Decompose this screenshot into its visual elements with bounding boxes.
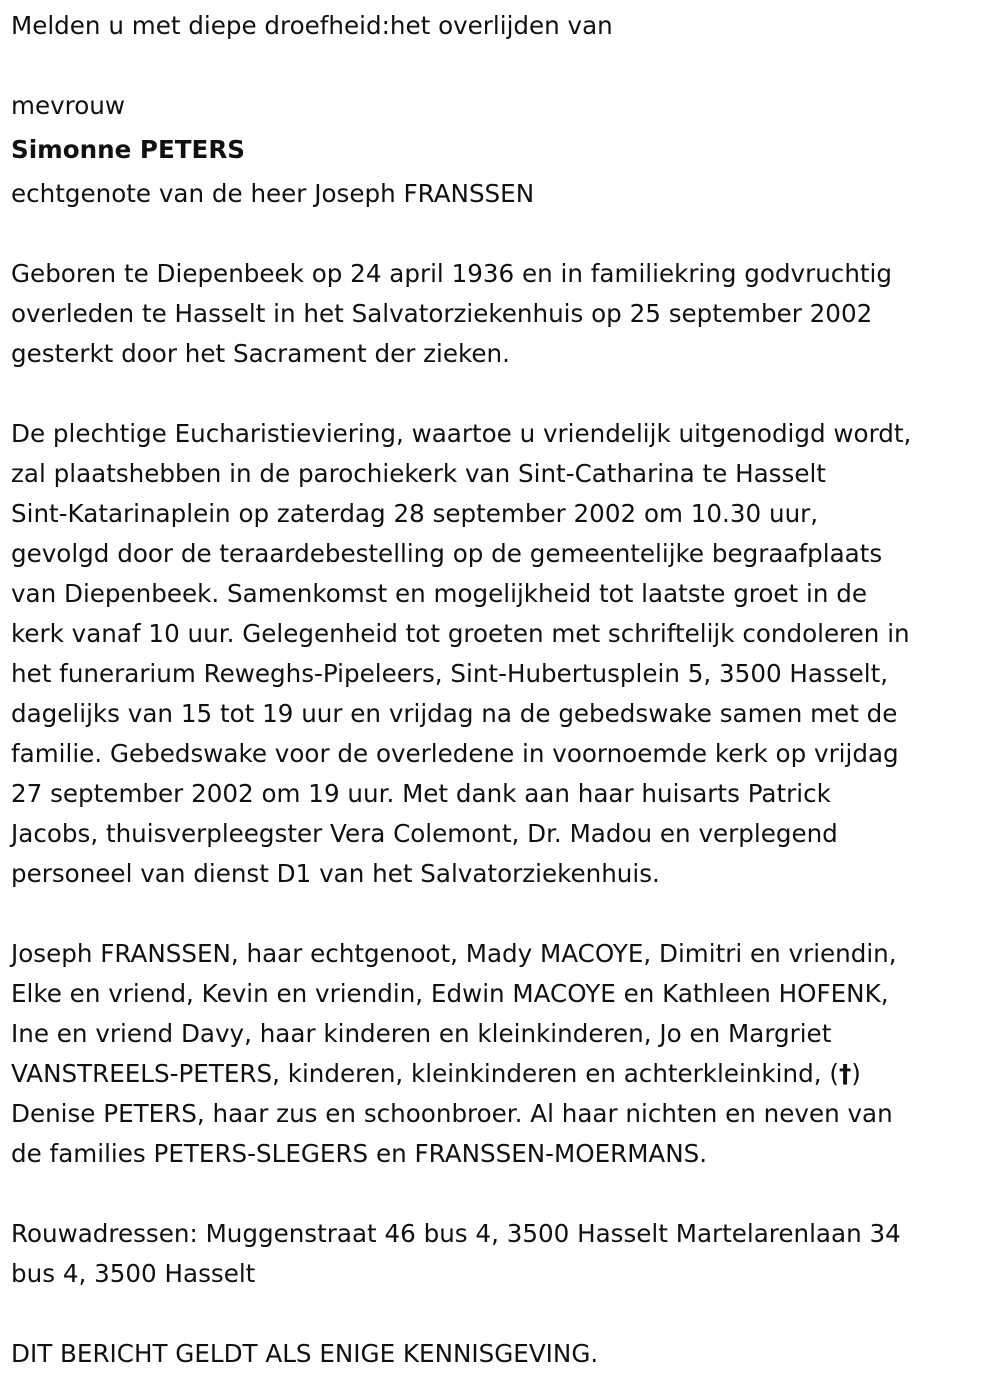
paragraph-line: De plechtige Eucharistieviering, waartoe u vriendelijk uitgenodigd wordt, — [11, 419, 912, 448]
paragraph-line: Joseph FRANSSEN, haar echtgenoot, Mady MACOYE, Dimitri en vriendin, — [11, 939, 897, 968]
paragraph-line: gesterkt door het Sacrament der zieken. — [11, 339, 510, 368]
paragraph-line: het funerarium Reweghs-Pipeleers, Sint-Hubertusplein 5, 3500 Hasselt, — [11, 659, 889, 688]
paragraph-line: Geboren te Diepenbeek op 24 april 1936 en in familiekring godvruchtig — [11, 259, 892, 288]
paragraph-line: Rouwadressen: Muggenstraat 46 bus 4, 3500 Hasselt Martelarenlaan 34 — [11, 1219, 901, 1248]
paragraph-line: Ine en vriend Davy, haar kinderen en kleinkinderen, Jo en Margriet — [11, 1019, 832, 1048]
paragraph-line: kerk vanaf 10 uur. Gelegenheid tot groeten met schriftelijk condoleren in — [11, 619, 910, 648]
paragraph-line: 27 september 2002 om 19 uur. Met dank aan haar huisarts Patrick — [11, 779, 831, 808]
spacer — [11, 374, 993, 414]
paragraph-line: gevolgd door de teraardebestelling op de gemeentelijke begraafplaats — [11, 539, 883, 568]
ceremony-paragraph — [11, 414, 993, 894]
paragraph-line: dagelijks van 15 tot 19 uur en vrijdag na de gebedswake samen met de — [11, 699, 898, 728]
cross-line-text: VANSTREELS-PETERS, kinderen, kleinkinderen en achterkleinkind, ( — [11, 1059, 839, 1088]
death-notice — [11, 6, 993, 1374]
paragraph-line-with-cross — [11, 1054, 993, 1094]
spacer — [11, 1174, 993, 1214]
addresses-paragraph — [11, 1214, 993, 1294]
spouse-text: echtgenote van de heer Joseph FRANSSEN — [11, 179, 535, 208]
paragraph-line: personeel van dienst D1 van het Salvatorziekenhuis. — [11, 859, 660, 888]
paragraph-line: overleden te Hasselt in het Salvatorziekenhuis op 25 september 2002 — [11, 299, 873, 328]
paragraph-line: Sint-Katarinaplein op zaterdag 28 september 2002 om 10.30 uur, — [11, 499, 819, 528]
paragraph-line: Denise PETERS, haar zus en schoonbroer. Al haar nichten en neven van — [11, 1099, 893, 1128]
spacer — [11, 46, 993, 86]
cross-icon: † — [838, 1059, 852, 1088]
title-text: mevrouw — [11, 91, 125, 120]
paragraph-line: Elke en vriend, Kevin en vriendin, Edwin MACOYE en Kathleen HOFENK, — [11, 979, 889, 1008]
birth-paragraph — [11, 254, 993, 374]
deceased-name: Simonne PETERS — [11, 135, 245, 164]
paragraph-line: van Diepenbeek. Samenkomst en mogelijkheid tot laatste groet in de — [11, 579, 867, 608]
intro-text: Melden u met diepe droefheid:het overlijden van — [11, 11, 613, 40]
spacer — [11, 894, 993, 934]
spacer — [11, 214, 993, 254]
paragraph-line: Jacobs, thuisverpleegster Vera Colemont, Dr. Madou en verplegend — [11, 819, 838, 848]
closing-text: DIT BERICHT GELDT ALS ENIGE KENNISGEVING. — [11, 1339, 599, 1368]
paragraph-line: de families PETERS-SLEGERS en FRANSSEN-MOERMANS. — [11, 1139, 708, 1168]
spacer — [11, 1294, 993, 1334]
cross-line-end: ) — [851, 1059, 861, 1088]
paragraph-line: familie. Gebedswake voor de overledene in voornoemde kerk op vrijdag — [11, 739, 899, 768]
paragraph-line: zal plaatshebben in de parochiekerk van Sint-Catharina te Hasselt — [11, 459, 826, 488]
family-paragraph — [11, 934, 993, 1174]
paragraph-line: bus 4, 3500 Hasselt — [11, 1259, 256, 1288]
